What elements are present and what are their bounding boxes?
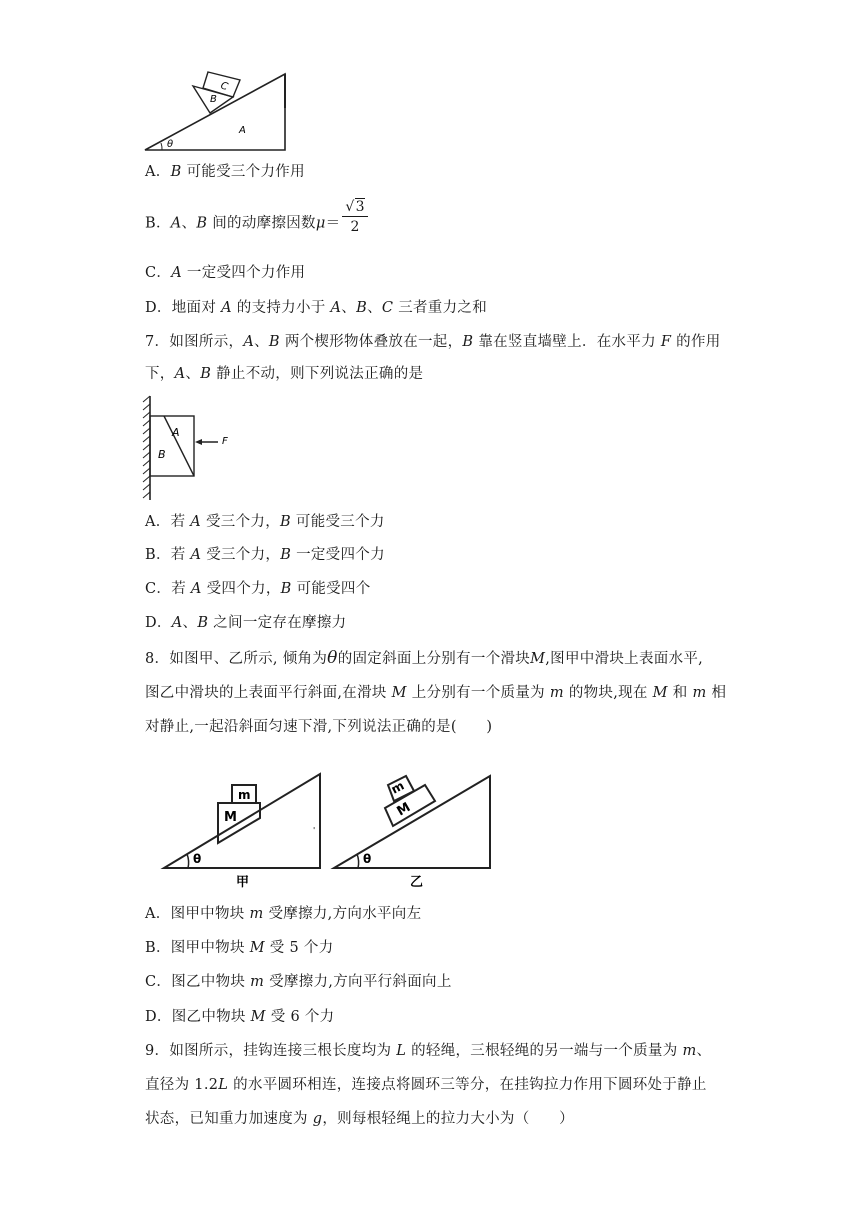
caption-yi: 乙 (410, 875, 424, 890)
label-a: A (239, 125, 246, 136)
label-small-m-yi: m (388, 778, 407, 797)
label-b: B (210, 94, 217, 105)
label-theta: θ (167, 139, 174, 150)
label-small-m-jia: m (238, 788, 251, 802)
label-big-M-yi: M (394, 800, 414, 820)
angle-arc (161, 143, 162, 150)
angle-arc-yi (357, 854, 359, 868)
fraction-sqrt3-over-2: $\frac{√3}{2}$ (342, 198, 367, 235)
fig-label-a: A (172, 426, 180, 439)
blocks-outline (150, 416, 194, 476)
q6-option-b: B．A、B 间的动摩擦因数μ＝ $\frac{√3}{2}$ (145, 212, 368, 235)
fig-label-b: B (158, 448, 166, 461)
q8-option-d: D．图乙中物块 M 受 6 个力 (145, 1009, 335, 1025)
q9-stem-line2: 直径为 1.2L 的水平圆环相连，连接点将圆环三等分，在挂钩拉力作用下圆环处于静止 (145, 1077, 707, 1093)
stray-mark: ' (313, 826, 316, 835)
label-theta-jia: θ (193, 852, 202, 866)
wall-hatching (143, 396, 150, 498)
fig-label-f: F (222, 436, 228, 447)
q7-option-d: D．A、B 之间一定存在摩擦力 (145, 615, 347, 631)
q9-stem-line3: 状态，已知重力加速度为 g，则每根轻绳上的拉力大小为（ ） (145, 1111, 574, 1127)
q9-stem-line1: 9．如图所示，挂钩连接三根长度均为 L 的轻绳，三根轻绳的另一端与一个质量为 m、 (145, 1043, 712, 1059)
caption-jia: 甲 (236, 875, 250, 890)
wedge-a (145, 74, 285, 150)
q8-stem-line2: 图乙中滑块的上表面平行斜面,在滑块 M 上分别有一个质量为 m 的物块,现在 M 和 m 相 (145, 685, 727, 701)
q6-option-c: C．A 一定受四个力作用 (145, 265, 306, 281)
q8-option-a: A．图甲中物块 m 受摩擦力,方向水平向左 (145, 906, 422, 922)
label-c: C (219, 80, 230, 94)
q7-stem-line2: 下，A、B 静止不动，则下列说法正确的是 (145, 366, 424, 382)
q7-figure (140, 394, 250, 504)
q7-stem-line1: 7．如图所示，A、B 两个楔形物体叠放在一起，B 靠在竖直墙壁上．在水平力 F 的作用 (145, 334, 721, 350)
q8-option-c: C．图乙中物块 m 受摩擦力,方向平行斜面向上 (145, 974, 452, 990)
force-arrowhead (195, 439, 202, 445)
q6-option-a: A．B 可能受三个力作用 (145, 164, 305, 180)
q7-option-c: C．若 A 受四个力，B 可能受四个 (145, 581, 371, 597)
q6-figure (140, 68, 300, 158)
angle-arc-jia (187, 854, 189, 868)
diagonal-interface (164, 416, 194, 476)
label-theta-yi: θ (363, 852, 372, 866)
q8-option-b: B．图甲中物块 M 受 5 个力 (145, 940, 334, 956)
q8-figure-jia (160, 770, 330, 890)
q7-option-b: B．若 A 受三个力，B 一定受四个力 (145, 547, 385, 563)
q8-stem-line1: 8．如图甲、乙所示, 倾角为θ的固定斜面上分别有一个滑块M,图甲中滑块上表面水平, (145, 648, 704, 668)
q6-option-d: D．地面对 A 的支持力小于 A、B、C 三者重力之和 (145, 300, 488, 316)
label-big-M-jia: M (224, 810, 237, 825)
q8-stem-line3: 对静止,一起沿斜面匀速下滑,下列说法正确的是( ) (145, 719, 493, 735)
q8-figure-yi (330, 770, 500, 890)
q7-option-a: A．若 A 受三个力，B 可能受三个力 (145, 514, 385, 530)
